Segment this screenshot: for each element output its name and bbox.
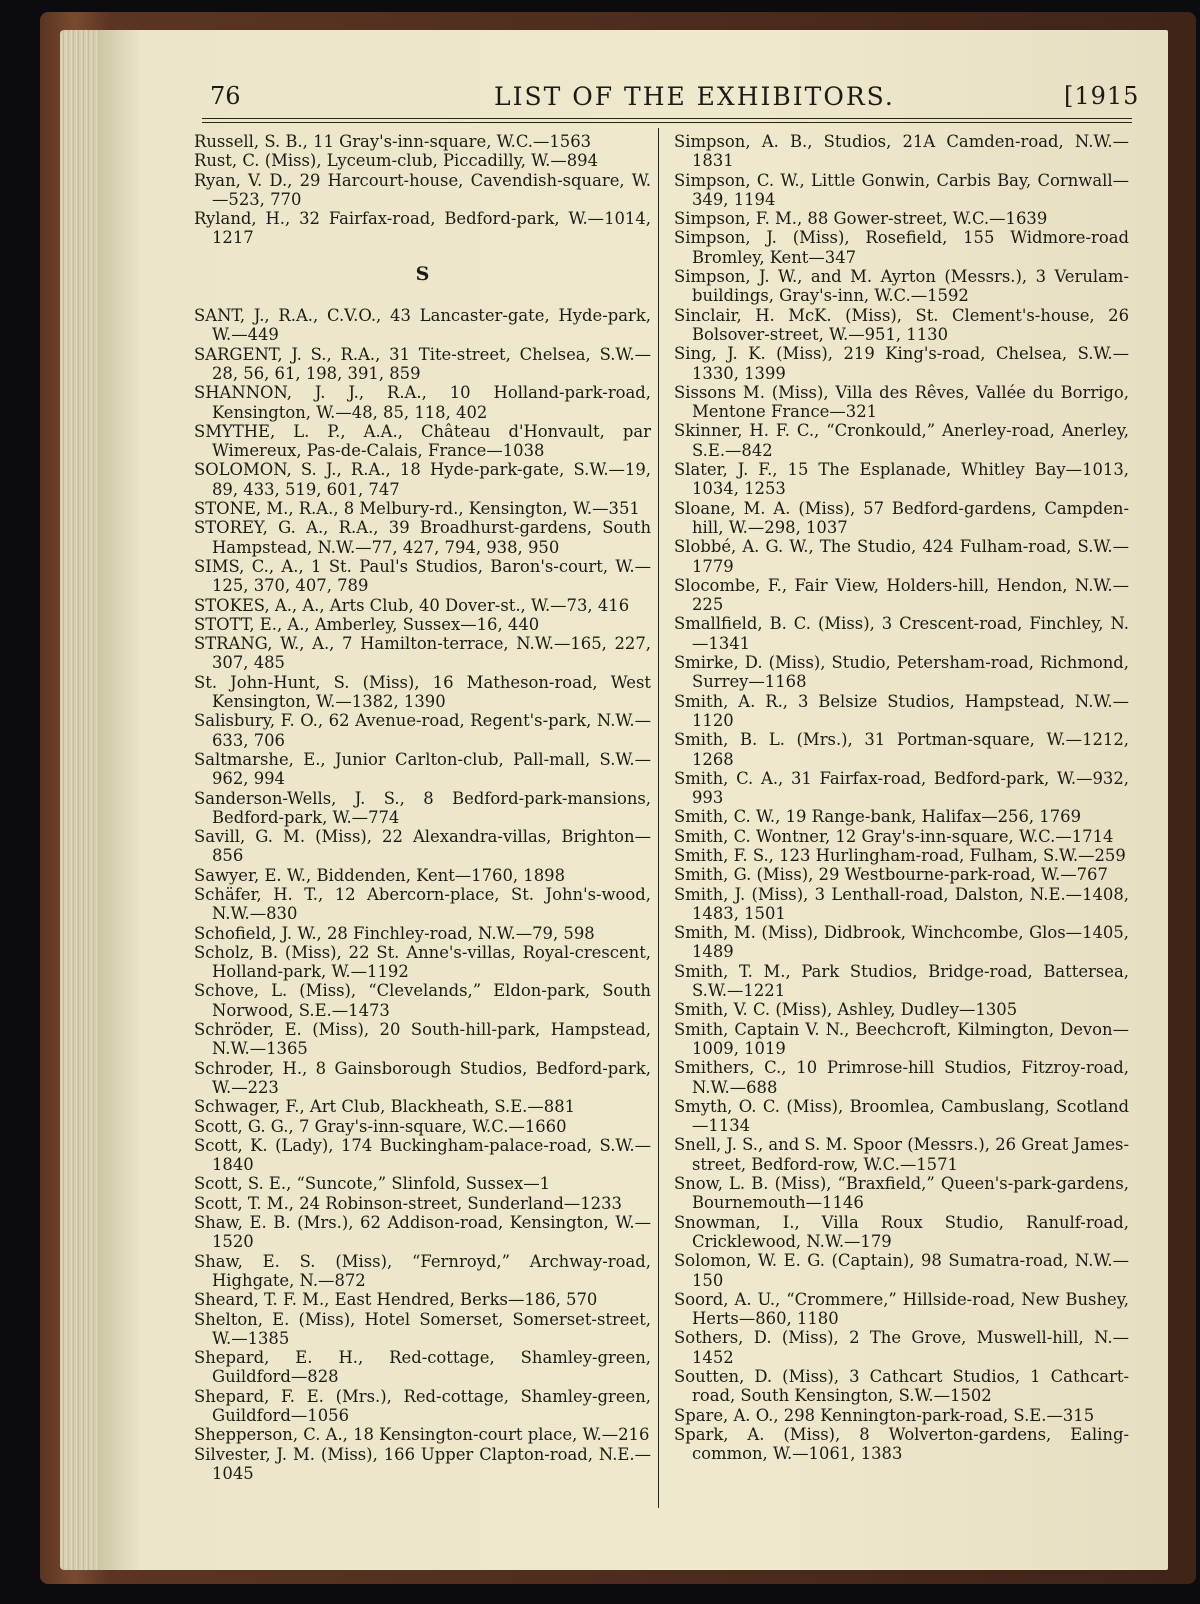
list-item: Savill, G. M. (Miss), 22 Alexandra-villas, Brighton—856 xyxy=(194,827,651,866)
column-divider xyxy=(658,128,659,1508)
list-item: SIMS, C., A., 1 St. Paul's Studios, Baron's-court, W.—125, 370, 407, 789 xyxy=(194,556,651,596)
list-item: SMYTHE, L. P., A.A., Château d'Honvault, par Wimereux, Pas-de-Calais, France—1038 xyxy=(194,421,651,461)
list-item: Shepard, E. H., Red-cottage, Shamley-green, Guildford—828 xyxy=(194,1348,651,1387)
list-item: Simpson, C. W., Little Gonwin, Carbis Bay, Cornwall—349, 1194 xyxy=(674,170,1129,209)
list-item: Schofield, J. W., 28 Finchley-road, N.W.—79, 598 xyxy=(194,923,595,943)
list-item: St. John-Hunt, S. (Miss), 16 Matheson-road, West Kensington, W.—1382, 1390 xyxy=(194,672,651,712)
section-letter: S xyxy=(415,262,430,285)
list-item: Sawyer, E. W., Biddenden, Kent—1760, 1898 xyxy=(194,865,566,885)
left-column xyxy=(194,132,651,1483)
page-title: LIST OF THE EXHIBITORS. xyxy=(494,82,895,111)
list-item: Schroder, H., 8 Gainsborough Studios, Bedford-park, W.—223 xyxy=(194,1058,651,1097)
list-item: Sanderson-Wells, J. S., 8 Bedford-park-mansions, Bedford-park, W.—774 xyxy=(194,788,651,827)
list-item: Smith, T. M., Park Studios, Bridge-road, Battersea, S.W.—1221 xyxy=(674,961,1129,1001)
page-edges xyxy=(60,30,102,1570)
list-item: Sing, J. K. (Miss), 219 King's-road, Chelsea, S.W.—1330, 1399 xyxy=(674,344,1129,383)
list-item: STRANG, W., A., 7 Hamilton-terrace, N.W.—165, 227, 307, 485 xyxy=(194,634,651,673)
list-item: Skinner, H. F. C., “Cronkould,” Anerley-road, Anerley, S.E.—842 xyxy=(674,421,1129,460)
list-item: Schäfer, H. T., 12 Abercorn-place, St. John's-wood, N.W.—830 xyxy=(194,884,651,924)
list-item: Sheard, T. F. M., East Hendred, Berks—186, 570 xyxy=(194,1290,598,1310)
list-item: Smith, C. Wontner, 12 Gray's-inn-square, W.C.—1714 xyxy=(674,826,1114,846)
list-item: Smith, F. S., 123 Hurlingham-road, Fulham, S.W.—259 xyxy=(674,845,1126,865)
list-item: Smith, Captain V. N., Beechcroft, Kilmington, Devon—1009, 1019 xyxy=(674,1019,1129,1058)
list-item: Smith, M. (Miss), Didbrook, Winchcombe, Glos—1405, 1489 xyxy=(674,923,1129,962)
list-item: Smith, B. L. (Mrs.), 31 Portman-square, W.—1212, 1268 xyxy=(674,730,1129,769)
list-item: Simpson, A. B., Studios, 21A Camden-road, N.W.—1831 xyxy=(674,132,1129,171)
list-item: Slocombe, F., Fair View, Holders-hill, Hendon, N.W.—225 xyxy=(674,575,1129,615)
list-item: STOKES, A., A., Arts Club, 40 Dover-st., W.—73, 416 xyxy=(194,595,630,615)
list-item: SHANNON, J. J., R.A., 10 Holland-park-road, Kensington, W.—48, 85, 118, 402 xyxy=(194,383,651,422)
list-item: Soord, A. U., “Crommere,” Hillside-road, New Bushey, Herts—860, 1180 xyxy=(674,1289,1129,1329)
list-item: Sothers, D. (Miss), 2 The Grove, Muswell-hill, N.—1452 xyxy=(674,1328,1129,1367)
list-item: Shaw, E. S. (Miss), “Fernroyd,” Archway-road, Highgate, N.—872 xyxy=(194,1251,651,1290)
list-item: Scholz, B. (Miss), 22 St. Anne's-villas, Royal-crescent, Holland-park, W.—1192 xyxy=(194,942,651,982)
right-column xyxy=(674,132,1129,1463)
list-item: Slobbé, A. G. W., The Studio, 424 Fulham-road, S.W.—1779 xyxy=(674,537,1129,576)
list-item: Scott, K. (Lady), 174 Buckingham-palace-road, S.W.—1840 xyxy=(194,1135,651,1175)
list-item: Salisbury, F. O., 62 Avenue-road, Regent's-park, N.W.—633, 706 xyxy=(194,711,651,750)
list-item: Silvester, J. M. (Miss), 166 Upper Clapton-road, N.E.—1045 xyxy=(194,1444,651,1483)
list-item: Schove, L. (Miss), “Clevelands,” Eldon-park, South Norwood, S.E.—1473 xyxy=(194,981,651,1020)
list-item: Russell, S. B., 11 Gray's-inn-square, W.C.—1563 xyxy=(194,132,592,151)
year-label: [1915 xyxy=(1064,82,1140,110)
list-item: Shepard, F. E. (Mrs.), Red-cottage, Shamley-green, Guildford—1056 xyxy=(194,1386,651,1425)
list-item: Schröder, E. (Miss), 20 South-hill-park, Hampstead, N.W.—1365 xyxy=(194,1020,651,1059)
header-rule-bottom xyxy=(202,122,1132,123)
list-item: SARGENT, J. S., R.A., 31 Tite-street, Chelsea, S.W.—28, 56, 61, 198, 391, 859 xyxy=(194,344,651,383)
list-item: Simpson, F. M., 88 Gower-street, W.C.—1639 xyxy=(674,209,1048,229)
list-item: STOREY, G. A., R.A., 39 Broadhurst-gardens, South Hampstead, N.W.—77, 427, 794, 938, 950 xyxy=(194,518,651,557)
list-item: Scott, S. E., “Suncote,” Slinfold, Sussex—1 xyxy=(194,1174,551,1194)
header-rule-top xyxy=(202,118,1132,119)
list-item: Ryan, V. D., 29 Harcourt-house, Cavendish-square, W.—523, 770 xyxy=(194,170,651,209)
list-item: Smith, J. (Miss), 3 Lenthall-road, Dalston, N.E.—1408, 1483, 1501 xyxy=(674,884,1129,923)
list-item: Saltmarshe, E., Junior Carlton-club, Pall-mall, S.W.—962, 994 xyxy=(194,749,651,789)
list-item: Smith, V. C. (Miss), Ashley, Dudley—1305 xyxy=(674,1000,1018,1020)
list-item: Simpson, J. (Miss), Rosefield, 155 Widmore-road Bromley, Kent—347 xyxy=(674,228,1129,267)
list-item: Smallfield, B. C. (Miss), 3 Crescent-road, Finchley, N.—1341 xyxy=(674,614,1129,653)
list-item: Snow, L. B. (Miss), “Braxfield,” Queen's-park-gardens, Bournemouth—1146 xyxy=(674,1174,1129,1213)
list-item: Schwager, F., Art Club, Blackheath, S.E.—881 xyxy=(194,1097,576,1117)
list-item: Spark, A. (Miss), 8 Wolverton-gardens, Ealing-common, W.—1061, 1383 xyxy=(674,1424,1129,1464)
list-item: Ryland, H., 32 Fairfax-road, Bedford-park, W.—1014, 1217 xyxy=(194,209,651,248)
list-item: Smith, G. (Miss), 29 Westbourne-park-road, W.—767 xyxy=(674,865,1108,885)
list-item: Shepperson, C. A., 18 Kensington-court place, W.—216 xyxy=(194,1425,650,1445)
list-item: Smithers, C., 10 Primrose-hill Studios, Fitzroy-road, N.W.—688 xyxy=(674,1058,1129,1097)
list-item: Slater, J. F., 15 The Esplanade, Whitley Bay—1013, 1034, 1253 xyxy=(674,460,1129,499)
list-item: STOTT, E., A., Amberley, Sussex—16, 440 xyxy=(194,614,540,634)
list-item: Scott, T. M., 24 Robinson-street, Sunderland—1233 xyxy=(194,1193,622,1213)
list-item: Spare, A. O., 298 Kennington-park-road, S.E.—315 xyxy=(674,1405,1095,1425)
list-item: Soutten, D. (Miss), 3 Cathcart Studios, 1 Cathcart-road, South Kensington, S.W.—1502 xyxy=(674,1367,1129,1406)
list-item: SOLOMON, S. J., R.A., 18 Hyde-park-gate, S.W.—19, 89, 433, 519, 601, 747 xyxy=(194,460,651,499)
list-item: Snell, J. S., and S. M. Spoor (Messrs.), 26 Great James-street, Bedford-row, W.C.—1571 xyxy=(674,1135,1129,1174)
page-number: 76 xyxy=(210,82,241,110)
list-item: Smith, C. W., 19 Range-bank, Halifax—256, 1769 xyxy=(674,807,1082,827)
list-item: Snowman, I., Villa Roux Studio, Ranulf-road, Cricklewood, N.W.—179 xyxy=(674,1212,1129,1251)
list-item: Sinclair, H. McK. (Miss), St. Clement's-house, 26 Bolsover-street, W.—951, 1130 xyxy=(674,305,1129,344)
book-page xyxy=(98,30,1168,1570)
list-item: Sissons M. (Miss), Villa des Rêves, Vallée du Borrigo, Mentone France—321 xyxy=(674,382,1129,422)
entries-s xyxy=(194,306,651,1483)
list-item: Scott, G. G., 7 Gray's-inn-square, W.C.—1660 xyxy=(194,1116,567,1136)
list-item: Smith, C. A., 31 Fairfax-road, Bedford-park, W.—932, 993 xyxy=(674,768,1129,808)
list-item: Smyth, O. C. (Miss), Broomlea, Cambuslang, Scotland—1134 xyxy=(674,1096,1129,1136)
list-item: Rust, C. (Miss), Lyceum-club, Piccadilly, W.—894 xyxy=(194,151,599,171)
list-item: Shelton, E. (Miss), Hotel Somerset, Somerset-street, W.—1385 xyxy=(194,1309,651,1348)
list-item: STONE, M., R.A., 8 Melbury-rd., Kensington, W.—351 xyxy=(194,499,640,519)
entries-r xyxy=(194,132,651,248)
list-item: Simpson, J. W., and M. Ayrton (Messrs.), 3 Verulam-buildings, Gray's-inn, W.C.—1592 xyxy=(674,267,1129,306)
list-item: Shaw, E. B. (Mrs.), 62 Addison-road, Kensington, W.—1520 xyxy=(194,1213,651,1252)
list-item: Smith, A. R., 3 Belsize Studios, Hampstead, N.W.—1120 xyxy=(674,691,1129,730)
list-item: SANT, J., R.A., C.V.O., 43 Lancaster-gate, Hyde-park, W.—449 xyxy=(194,306,651,345)
list-item: Sloane, M. A. (Miss), 57 Bedford-gardens, Campden-hill, W.—298, 1037 xyxy=(674,498,1129,537)
list-item: Solomon, W. E. G. (Captain), 98 Sumatra-road, N.W.—150 xyxy=(674,1251,1129,1290)
list-item: Smirke, D. (Miss), Studio, Petersham-road, Richmond, Surrey—1168 xyxy=(674,653,1129,692)
